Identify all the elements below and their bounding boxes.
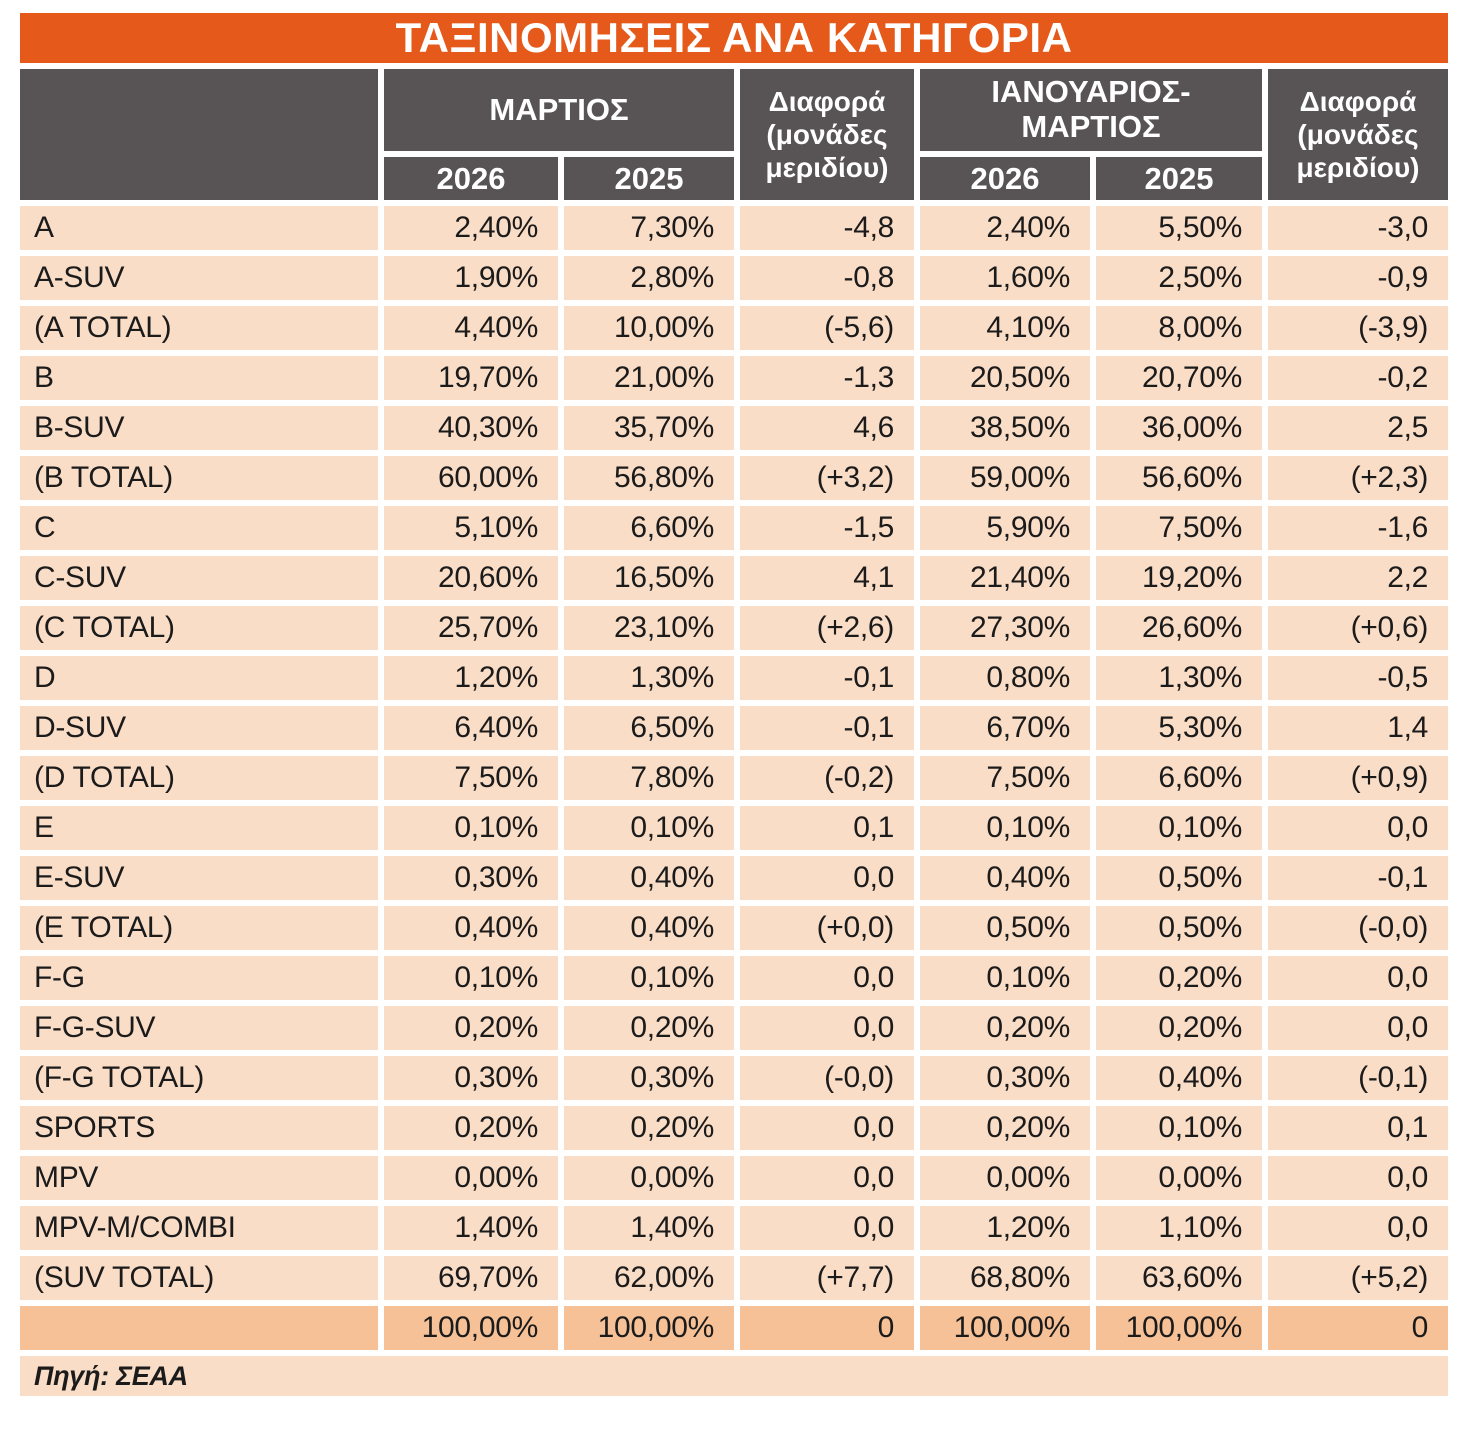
- value-cell: 1,40%: [564, 1206, 734, 1250]
- value-cell: 6,50%: [564, 706, 734, 750]
- value-cell: 56,80%: [564, 456, 734, 500]
- value-cell: 6,60%: [1096, 756, 1262, 800]
- value-cell: 0,50%: [920, 906, 1090, 950]
- table-row: [20, 1006, 1448, 1050]
- value-cell: 7,50%: [1096, 506, 1262, 550]
- value-cell: -0,1: [740, 656, 914, 700]
- value-cell: 63,60%: [1096, 1256, 1262, 1300]
- category-cell: [20, 1306, 378, 1350]
- value-cell: 6,40%: [384, 706, 558, 750]
- source-note: Πηγή: ΣΕΑΑ: [20, 1356, 1448, 1396]
- value-cell: 5,90%: [920, 506, 1090, 550]
- value-cell: 0,00%: [920, 1156, 1090, 1200]
- value-cell: -0,1: [740, 706, 914, 750]
- value-cell: (+0,6): [1268, 606, 1448, 650]
- value-cell: 0,80%: [920, 656, 1090, 700]
- header-year-march-2025: 2025: [564, 157, 734, 200]
- table-row: [20, 1156, 1448, 1200]
- value-cell: 0,00%: [564, 1156, 734, 1200]
- value-cell: 0,20%: [1096, 1006, 1262, 1050]
- value-cell: 0,0: [1268, 1206, 1448, 1250]
- category-cell: MPV: [20, 1156, 378, 1200]
- value-cell: -0,1: [1268, 856, 1448, 900]
- value-cell: 0,1: [1268, 1106, 1448, 1150]
- category-cell: (E TOTAL): [20, 906, 378, 950]
- value-cell: 69,70%: [384, 1256, 558, 1300]
- value-cell: 10,00%: [564, 306, 734, 350]
- value-cell: 0,10%: [564, 956, 734, 1000]
- value-cell: (+5,2): [1268, 1256, 1448, 1300]
- table-row: [20, 1256, 1448, 1300]
- value-cell: 0,40%: [1096, 1056, 1262, 1100]
- value-cell: 40,30%: [384, 406, 558, 450]
- value-cell: 2,50%: [1096, 256, 1262, 300]
- value-cell: -4,8: [740, 206, 914, 250]
- value-cell: 0,20%: [920, 1106, 1090, 1150]
- value-cell: -0,2: [1268, 356, 1448, 400]
- category-cell: (SUV TOTAL): [20, 1256, 378, 1300]
- value-cell: 0: [740, 1306, 914, 1350]
- table-row: [20, 356, 1448, 400]
- table-row: [20, 606, 1448, 650]
- value-cell: -1,5: [740, 506, 914, 550]
- value-cell: 100,00%: [564, 1306, 734, 1350]
- grand-total-row: [20, 1306, 1448, 1350]
- value-cell: 0,0: [740, 1006, 914, 1050]
- value-cell: 100,00%: [920, 1306, 1090, 1350]
- value-cell: 0,00%: [384, 1156, 558, 1200]
- value-cell: 2,5: [1268, 406, 1448, 450]
- value-cell: 20,60%: [384, 556, 558, 600]
- table-header: [20, 13, 1448, 200]
- value-cell: (-5,6): [740, 306, 914, 350]
- table-row: [20, 956, 1448, 1000]
- table-row: [20, 1206, 1448, 1250]
- value-cell: 1,90%: [384, 256, 558, 300]
- table-footer: [20, 1306, 1448, 1396]
- value-cell: 62,00%: [564, 1256, 734, 1300]
- table-row: [20, 306, 1448, 350]
- value-cell: 21,40%: [920, 556, 1090, 600]
- value-cell: 4,1: [740, 556, 914, 600]
- value-cell: 0,20%: [384, 1006, 558, 1050]
- category-cell: D-SUV: [20, 706, 378, 750]
- value-cell: 0,0: [740, 1106, 914, 1150]
- value-cell: 0,00%: [1096, 1156, 1262, 1200]
- value-cell: 0,20%: [564, 1006, 734, 1050]
- value-cell: (+2,6): [740, 606, 914, 650]
- table-row: [20, 806, 1448, 850]
- value-cell: 35,70%: [564, 406, 734, 450]
- value-cell: 0,50%: [1096, 856, 1262, 900]
- header-jan-march: [920, 69, 1262, 151]
- value-cell: 0,0: [740, 956, 914, 1000]
- value-cell: 6,60%: [564, 506, 734, 550]
- header-diff-jan-march: [1268, 69, 1448, 200]
- header-diff-march-label: Διαφορά (μονάδες μεριδίου): [765, 85, 889, 184]
- header-empty-corner: [20, 69, 378, 200]
- value-cell: 21,00%: [564, 356, 734, 400]
- value-cell: 25,70%: [384, 606, 558, 650]
- value-cell: -0,9: [1268, 256, 1448, 300]
- value-cell: 0,10%: [920, 956, 1090, 1000]
- table-body: [20, 206, 1448, 1300]
- table-row: [20, 1056, 1448, 1100]
- value-cell: 0,30%: [920, 1056, 1090, 1100]
- header-year-janmar-2025: 2025: [1096, 157, 1262, 200]
- value-cell: 0,20%: [1096, 956, 1262, 1000]
- value-cell: 0,0: [1268, 1006, 1448, 1050]
- table-row: [20, 756, 1448, 800]
- value-cell: 5,10%: [384, 506, 558, 550]
- value-cell: (-0,2): [740, 756, 914, 800]
- value-cell: 8,00%: [1096, 306, 1262, 350]
- value-cell: 7,50%: [384, 756, 558, 800]
- value-cell: (+3,2): [740, 456, 914, 500]
- header-year-janmar-2026: 2026: [920, 157, 1090, 200]
- category-cell: A: [20, 206, 378, 250]
- value-cell: -1,6: [1268, 506, 1448, 550]
- category-cell: F-G: [20, 956, 378, 1000]
- value-cell: (-3,9): [1268, 306, 1448, 350]
- value-cell: 0,30%: [564, 1056, 734, 1100]
- value-cell: 1,30%: [1096, 656, 1262, 700]
- value-cell: 100,00%: [384, 1306, 558, 1350]
- category-cell: MPV-M/COMBI: [20, 1206, 378, 1250]
- table-row: [20, 456, 1448, 500]
- value-cell: (-0,0): [1268, 906, 1448, 950]
- title-row: [20, 13, 1448, 63]
- value-cell: 5,30%: [1096, 706, 1262, 750]
- source-row: [20, 1356, 1448, 1396]
- table-row: [20, 406, 1448, 450]
- value-cell: 20,70%: [1096, 356, 1262, 400]
- value-cell: 1,10%: [1096, 1206, 1262, 1250]
- value-cell: -1,3: [740, 356, 914, 400]
- value-cell: 0,40%: [564, 856, 734, 900]
- value-cell: 0,0: [740, 1156, 914, 1200]
- category-cell: E: [20, 806, 378, 850]
- category-cell: A-SUV: [20, 256, 378, 300]
- value-cell: 38,50%: [920, 406, 1090, 450]
- value-cell: 7,30%: [564, 206, 734, 250]
- value-cell: -0,5: [1268, 656, 1448, 700]
- header-march-label: ΜΑΡΤΙΟΣ: [489, 91, 629, 127]
- category-cell: SPORTS: [20, 1106, 378, 1150]
- value-cell: 7,50%: [920, 756, 1090, 800]
- value-cell: 26,60%: [1096, 606, 1262, 650]
- value-cell: 19,70%: [384, 356, 558, 400]
- value-cell: 0: [1268, 1306, 1448, 1350]
- value-cell: 36,00%: [1096, 406, 1262, 450]
- value-cell: (-0,1): [1268, 1056, 1448, 1100]
- value-cell: 5,50%: [1096, 206, 1262, 250]
- header-group-row: [20, 69, 1448, 151]
- value-cell: 0,40%: [384, 906, 558, 950]
- category-cell: (D TOTAL): [20, 756, 378, 800]
- value-cell: 27,30%: [920, 606, 1090, 650]
- category-cell: C: [20, 506, 378, 550]
- value-cell: 4,6: [740, 406, 914, 450]
- value-cell: 0,10%: [1096, 1106, 1262, 1150]
- value-cell: 0,20%: [384, 1106, 558, 1150]
- value-cell: 2,40%: [920, 206, 1090, 250]
- category-cell: B-SUV: [20, 406, 378, 450]
- value-cell: -0,8: [740, 256, 914, 300]
- header-diff-march: [740, 69, 914, 200]
- table-row: [20, 856, 1448, 900]
- value-cell: (+0,9): [1268, 756, 1448, 800]
- value-cell: 1,60%: [920, 256, 1090, 300]
- value-cell: 60,00%: [384, 456, 558, 500]
- header-diff-jan-march-label: Διαφορά (μονάδες μεριδίου): [1296, 85, 1420, 184]
- classification-table: [14, 7, 1454, 1402]
- header-march: [384, 69, 734, 151]
- value-cell: 0,50%: [1096, 906, 1262, 950]
- category-cell: D: [20, 656, 378, 700]
- value-cell: 0,0: [1268, 1156, 1448, 1200]
- value-cell: 56,60%: [1096, 456, 1262, 500]
- value-cell: 4,40%: [384, 306, 558, 350]
- value-cell: 1,30%: [564, 656, 734, 700]
- value-cell: 2,2: [1268, 556, 1448, 600]
- category-cell: F-G-SUV: [20, 1006, 378, 1050]
- value-cell: (+0,0): [740, 906, 914, 950]
- value-cell: 1,40%: [384, 1206, 558, 1250]
- value-cell: 0,30%: [384, 1056, 558, 1100]
- category-cell: (B TOTAL): [20, 456, 378, 500]
- value-cell: 0,10%: [1096, 806, 1262, 850]
- category-cell: E-SUV: [20, 856, 378, 900]
- category-cell: (F-G TOTAL): [20, 1056, 378, 1100]
- page-title: ΤΑΞΙΝΟΜΗΣΕΙΣ ΑΝΑ ΚΑΤΗΓΟΡΙΑ: [20, 13, 1448, 63]
- value-cell: 16,50%: [564, 556, 734, 600]
- value-cell: 2,80%: [564, 256, 734, 300]
- table-row: [20, 906, 1448, 950]
- value-cell: 0,0: [1268, 956, 1448, 1000]
- category-cell: (C TOTAL): [20, 606, 378, 650]
- value-cell: 0,30%: [384, 856, 558, 900]
- value-cell: 1,20%: [920, 1206, 1090, 1250]
- value-cell: 0,0: [1268, 806, 1448, 850]
- value-cell: 68,80%: [920, 1256, 1090, 1300]
- value-cell: 20,50%: [920, 356, 1090, 400]
- table-row: [20, 506, 1448, 550]
- value-cell: 0,10%: [564, 806, 734, 850]
- table-row: [20, 706, 1448, 750]
- value-cell: 0,10%: [384, 806, 558, 850]
- table-sheet: [14, 7, 1454, 1402]
- table-row: [20, 256, 1448, 300]
- category-cell: (A TOTAL): [20, 306, 378, 350]
- value-cell: 1,20%: [384, 656, 558, 700]
- header-year-march-2026: 2026: [384, 157, 558, 200]
- value-cell: 0,40%: [920, 856, 1090, 900]
- value-cell: 0,1: [740, 806, 914, 850]
- value-cell: 0,20%: [564, 1106, 734, 1150]
- value-cell: 0,0: [740, 1206, 914, 1250]
- value-cell: 7,80%: [564, 756, 734, 800]
- category-cell: C-SUV: [20, 556, 378, 600]
- value-cell: 0,20%: [920, 1006, 1090, 1050]
- value-cell: (+2,3): [1268, 456, 1448, 500]
- value-cell: 59,00%: [920, 456, 1090, 500]
- value-cell: 19,20%: [1096, 556, 1262, 600]
- value-cell: (-0,0): [740, 1056, 914, 1100]
- value-cell: (+7,7): [740, 1256, 914, 1300]
- value-cell: -3,0: [1268, 206, 1448, 250]
- value-cell: 0,10%: [920, 806, 1090, 850]
- value-cell: 1,4: [1268, 706, 1448, 750]
- table-row: [20, 656, 1448, 700]
- value-cell: 6,70%: [920, 706, 1090, 750]
- category-cell: B: [20, 356, 378, 400]
- value-cell: 0,10%: [384, 956, 558, 1000]
- table-row: [20, 1106, 1448, 1150]
- value-cell: 23,10%: [564, 606, 734, 650]
- value-cell: 100,00%: [1096, 1306, 1262, 1350]
- value-cell: 0,0: [740, 856, 914, 900]
- value-cell: 0,40%: [564, 906, 734, 950]
- value-cell: 4,10%: [920, 306, 1090, 350]
- table-row: [20, 556, 1448, 600]
- table-row: [20, 206, 1448, 250]
- value-cell: 2,40%: [384, 206, 558, 250]
- header-jan-march-label: ΙΑΝΟΥΑΡΙΟΣ-ΜΑΡΤΙΟΣ: [991, 74, 1191, 144]
